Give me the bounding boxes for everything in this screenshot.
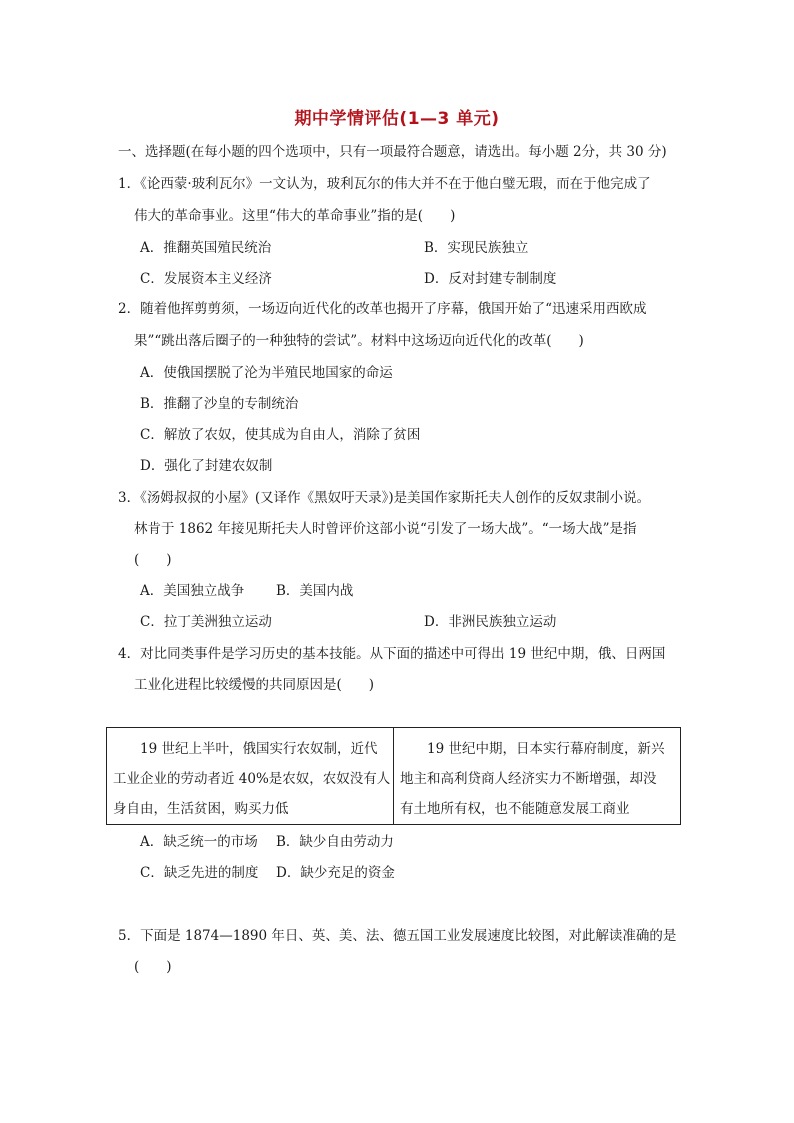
section-heading: 一、选择题(在每小题的四个选项中，只有一项最符合题意，请选出。每小题 2分，共 30 分) — [118, 144, 667, 160]
question-4-option-d: D．缺少充足的资金 — [276, 865, 395, 881]
material-russia-line-3: 身自由，生活贫困，购买力低 — [113, 801, 289, 817]
question-4-option-a: A．缺乏统一的市场 — [140, 834, 258, 850]
page-title: 期中学情评估(1—3 单元) — [294, 109, 500, 129]
question-3-option-a: A．美国独立战争 — [140, 583, 245, 599]
question-1-option-a: A．推翻英国殖民统治 — [140, 240, 272, 256]
question-2-stem-cont: 果”“跳出落后圈子的一种独特的尝试”。材料中这场迈向近代化的改革( ) — [134, 333, 584, 349]
material-russia-line-2: 工业企业的劳动者近 40%是农奴，农奴没有人 — [113, 771, 391, 787]
question-1-stem-cont: 伟大的革命事业。这里“伟大的革命事业”指的是( ) — [134, 208, 456, 224]
material-japan-line-2: 地主和高利贷商人经济实力不断增强，却没 — [400, 771, 657, 787]
material-japan-cell — [394, 728, 681, 825]
question-2-option-b: B．推翻了沙皇的专制统治 — [140, 396, 299, 412]
question-4-stem-cont: 工业化进程比较缓慢的共同原因是( ) — [134, 677, 375, 693]
question-1-option-c: C．发展资本主义经济 — [140, 271, 272, 287]
question-1-stem: 1．《论西蒙·玻利瓦尔》一文认为，玻利瓦尔的伟大并不在于他白璧无瑕，而在于他完成了 — [118, 176, 651, 192]
question-2-stem: 2．随着他挥剪剪须，一场迈向近代化的改革也揭开了序幕，俄国开始了“迅速采用西欧成 — [118, 301, 647, 317]
question-5-stem: 5．下面是 1874—1890 年日、英、美、法、德五国工业发展速度比较图，对此解读准确的是 — [118, 928, 677, 944]
question-1-option-b: B．实现民族独立 — [424, 240, 529, 256]
question-3-option-b: B．美国内战 — [276, 583, 354, 599]
question-3-option-d: D．非洲民族独立运动 — [424, 614, 557, 630]
question-3-stem-cont: 林肯于 1862 年接见斯托夫人时曾评价这部小说“引发了一场大战”。“一场大战”是指 — [134, 521, 637, 537]
material-russia-cell — [107, 728, 394, 825]
question-3-option-c: C．拉丁美洲独立运动 — [140, 614, 272, 630]
question-3-answer-blank: ( ) — [134, 552, 172, 568]
question-1-option-d: D．反对封建专制制度 — [424, 271, 557, 287]
question-2-option-a: A．使俄国摆脱了沦为半殖民地国家的命运 — [140, 365, 393, 381]
question-4-option-b: B．缺少自由劳动力 — [276, 834, 394, 850]
question-4-stem: 4．对比同类事件是学习历史的基本技能。从下面的描述中可得出 19 世纪中期，俄、日两国 — [118, 646, 666, 662]
question-5-answer-blank: ( ) — [134, 959, 172, 975]
question-3-stem: 3．《汤姆叔叔的小屋》(又译作《黑奴吁天录》)是美国作家斯托夫人创作的反奴隶制小说。 — [118, 490, 651, 506]
question-2-option-d: D．强化了封建农奴制 — [140, 458, 273, 474]
question-4-option-c: C．缺乏先进的制度 — [140, 865, 259, 881]
material-russia-line-1: 19 世纪上半叶，俄国实行农奴制，近代 — [113, 741, 378, 757]
material-japan-line-3: 有土地所有权，也不能随意发展工商业 — [400, 801, 630, 817]
material-japan-line-1: 19 世纪中期，日本实行幕府制度，新兴 — [400, 741, 665, 757]
question-4-material-table — [106, 727, 681, 825]
question-2-option-c: C．解放了农奴，使其成为自由人，消除了贫困 — [140, 427, 421, 443]
